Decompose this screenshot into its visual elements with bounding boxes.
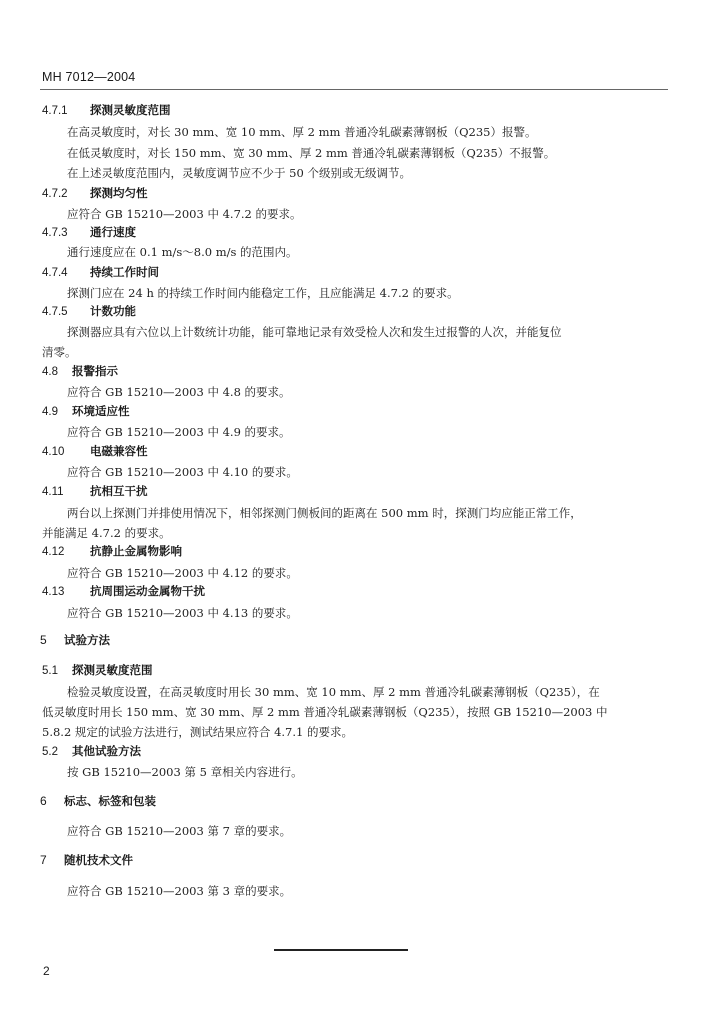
section-number: 4.9 [42,406,58,418]
section-heading-5-1 [42,663,153,678]
paragraph: 应符合 GB 15210—2003 中 4.12 的要求。 [67,566,298,580]
paragraph-continuation: 5.8.2 规定的试验方法进行，测试结果应符合 4.7.1 的要求。 [42,725,353,739]
section-heading-4-8 [42,364,118,379]
section-title: 报警指示 [72,364,118,378]
paragraph: 应符合 GB 15210—2003 中 4.7.2 的要求。 [67,207,302,221]
section-heading-5-2 [42,744,141,759]
section-number: 4.11 [42,486,64,498]
paragraph: 应符合 GB 15210—2003 第 3 章的要求。 [67,884,292,898]
section-title: 通行速度 [90,225,136,239]
section-number: 5.1 [42,665,58,677]
paragraph: 按 GB 15210—2003 第 5 章相关内容进行。 [67,765,303,779]
section-title: 探测灵敏度范围 [90,103,171,117]
paragraph: 应符合 GB 15210—2003 第 7 章的要求。 [67,824,292,838]
header-rule [40,89,668,90]
section-heading-4-9 [42,404,130,419]
chapter-heading-5 [40,633,110,647]
section-title: 探测灵敏度范围 [72,663,153,677]
chapter-heading-7 [40,853,133,867]
section-title: 环境适应性 [72,404,130,418]
paragraph: 应符合 GB 15210—2003 中 4.9 的要求。 [67,425,291,439]
document-code: MH 7012—2004 [42,70,136,84]
paragraph: 在低灵敏度时，对长 150 mm、宽 30 mm、厚 2 mm 普通冷轧碳素薄钢板（Q235）不报警。 [67,146,556,160]
section-number: 4.7.3 [42,227,68,239]
section-heading-4-12 [42,544,182,559]
chapter-number: 5 [40,633,47,647]
paragraph: 应符合 GB 15210—2003 中 4.8 的要求。 [67,385,291,399]
section-title: 计数功能 [90,304,136,318]
chapter-number: 6 [40,794,47,808]
paragraph: 应符合 GB 15210—2003 中 4.13 的要求。 [67,606,298,620]
section-heading-4-7-4 [42,265,159,280]
chapter-title: 随机技术文件 [64,853,133,867]
section-number: 4.7.1 [42,105,68,117]
section-title: 电磁兼容性 [90,444,148,458]
section-number: 4.8 [42,366,58,378]
paragraph: 探测器应具有六位以上计数统计功能，能可靠地记录有效受检人次和发生过报警的人次，并能复位 [67,325,562,339]
section-title: 抗周围运动金属物干扰 [90,584,205,598]
paragraph: 检验灵敏度设置，在高灵敏度时用长 30 mm、宽 10 mm、厚 2 mm 普通冷轧碳素薄钢板（Q235），在 [67,685,600,699]
section-heading-4-7-1 [42,103,171,118]
section-title: 抗静止金属物影响 [90,544,182,558]
section-number: 4.13 [42,586,65,598]
paragraph: 在上述灵敏度范围内，灵敏度调节应不少于 50 个级别或无级调节。 [67,166,411,180]
section-title: 持续工作时间 [90,265,159,279]
section-heading-4-7-5 [42,304,136,319]
section-heading-4-7-2 [42,186,148,201]
paragraph: 在高灵敏度时，对长 30 mm、宽 10 mm、厚 2 mm 普通冷轧碳素薄钢板（Q235）报警。 [67,125,537,139]
chapter-heading-6 [40,794,156,808]
paragraph-continuation: 低灵敏度时用长 150 mm、宽 30 mm、厚 2 mm 普通冷轧碳素薄钢板（Q235），按照 GB 15210—2003 中 [42,705,608,719]
section-heading-4-10 [42,444,148,459]
section-number: 4.7.2 [42,188,68,200]
section-number: 4.7.4 [42,267,68,279]
section-heading-4-11 [42,484,148,499]
chapter-title: 试验方法 [64,633,110,647]
paragraph: 探测门应在 24 h 的持续工作时间内能稳定工作，且应能满足 4.7.2 的要求。 [67,286,459,300]
paragraph: 通行速度应在 0.1 m/s～8.0 m/s 的范围内。 [67,245,298,259]
section-title: 抗相互干扰 [90,484,148,498]
section-title: 探测均匀性 [90,186,148,200]
section-heading-4-7-3 [42,225,136,240]
paragraph: 应符合 GB 15210—2003 中 4.10 的要求。 [67,465,298,479]
section-heading-4-13 [42,584,205,599]
paragraph: 两台以上探测门并排使用情况下，相邻探测门侧板间的距离在 500 mm 时，探测门均应能正常工作， [67,506,582,520]
section-number: 4.12 [42,546,65,558]
end-rule [274,949,408,951]
section-number: 4.7.5 [42,306,68,318]
page-number: 2 [43,964,50,978]
chapter-title: 标志、标签和包装 [64,794,156,808]
section-number: 5.2 [42,746,58,758]
paragraph-continuation: 并能满足 4.7.2 的要求。 [42,526,171,540]
section-number: 4.10 [42,446,65,458]
paragraph-continuation: 清零。 [42,345,77,359]
section-title: 其他试验方法 [72,744,141,758]
chapter-number: 7 [40,853,47,867]
